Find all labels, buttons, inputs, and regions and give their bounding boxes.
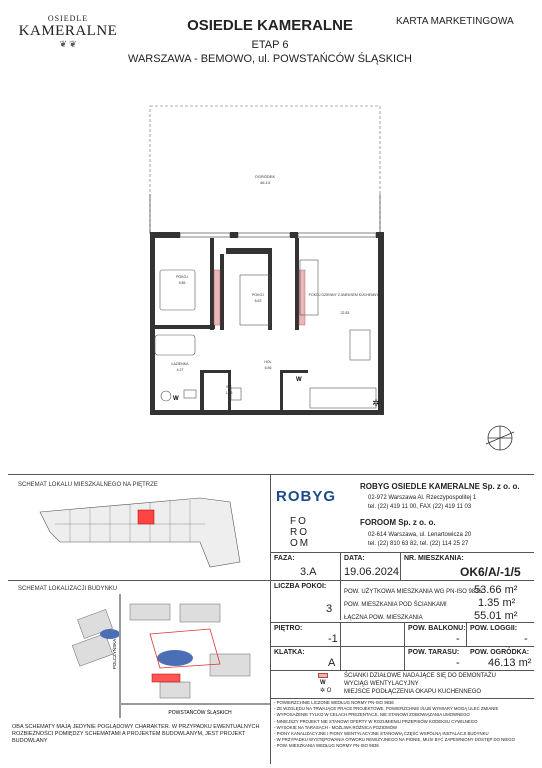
usable-area-value: 53.66 m² (474, 584, 518, 596)
floor-schema (30, 492, 260, 572)
garden-value: 46.13 m² (488, 657, 532, 669)
total-area-label: ŁĄCZNA POW. MIESZKANIA (344, 615, 423, 621)
vent-legend-icon: W (320, 680, 326, 686)
note-item: - WYSOKIE NA TARASACH - MOŻLIWA RÓŻNICA POZIOMÓW (274, 724, 398, 730)
garden-area-label: 46.13 (259, 180, 271, 185)
note-item: - POW. MIESZKANIA WEDŁUG NORMY PN-ISO 9836 (274, 743, 379, 749)
location-schema-label: SCHEMAT LOKALIZACJI BUDYNKU (18, 586, 118, 592)
room-name: POKÓJ (176, 275, 188, 279)
page-title: OSIEDLE KAMERALNE (187, 17, 353, 34)
walls (150, 232, 384, 415)
street-label: POWSTAŃCÓW ŚLĄSKICH (168, 710, 232, 716)
room-area: 6.56 (264, 366, 272, 370)
data-label: DATA: (344, 555, 365, 562)
robyg-logo: ROBYG (276, 488, 337, 505)
robyg-phone: tel. (22) 419 11 00, FAX (22) 419 11 03 (368, 504, 472, 510)
floor-label: PIĘTRO: (274, 625, 303, 632)
loggia-label: POW. LOGGII: (470, 625, 518, 632)
under-walls-area-label: POW. MIESZKANIA POD ŚCIANKAMI (344, 602, 447, 608)
logo-ornament-icon: ❦ ❦ (59, 39, 77, 49)
room-name: POKÓJ (252, 293, 264, 297)
hood-icon: ✲ (372, 398, 380, 408)
logo-small-text: OSIEDLE (47, 14, 89, 23)
floor-plan (0, 70, 542, 470)
foroom-company-name: FOROOM Sp. z o. o. (360, 518, 436, 527)
balcony-value: - (456, 633, 460, 645)
floor-value: -1 (328, 633, 338, 645)
rooms-count-value: 3 (326, 603, 333, 615)
street-label: POLCZYŃSKA (112, 638, 117, 670)
terrace-label: POW. TARASU: (408, 649, 460, 656)
furniture (155, 260, 376, 408)
stage-label: ETAP 6 (251, 39, 289, 51)
vent-mark: W (296, 377, 302, 383)
garden-area (150, 106, 380, 234)
room-area: 4.27 (176, 368, 184, 372)
demountable-wall-swatch (318, 673, 328, 678)
garden-label: POW. OGRÓDKA: (470, 649, 530, 656)
room-area: 9.86 (178, 281, 186, 285)
apartment-marker (138, 510, 154, 524)
faza-label: FAZA: (274, 555, 295, 562)
vent-mark: W (173, 396, 179, 402)
robyg-address: 02-972 Warszawa Al. Rzeczypospolitej 1 (368, 495, 477, 501)
total-area-value: 55.01 m² (474, 610, 518, 622)
schema-note: OBA SCHEMATY MAJĄ JEDYNIE POGLĄDOWY CHARAKTER. W PRZYPADKU EWENTUALNYCH ROZBIEŻNOŚCI POMIĘDZY SCHEMATAMI A PROJEKTEM BUDOWLANYM, JEST PROJEKT BUDOWLANY (12, 724, 260, 744)
room-name: POKÓJ DZIENNY Z ANEKSEM KUCHENNYM (308, 293, 382, 297)
balcony-label: POW. BALKONU: (408, 625, 466, 632)
location-schema (60, 594, 270, 718)
foroom-logo (290, 516, 310, 549)
developer-logo (18, 14, 118, 48)
foroom-logo-line: RO (290, 527, 309, 538)
room-name: ŁAZIENKA (171, 362, 189, 366)
faza-value: 3.A (300, 566, 317, 578)
robyg-company-name: ROBYG OSIEDLE KAMERALNE Sp. z o. o. (360, 482, 520, 491)
usable-area-label: POW. UŻYTKOWA MIESZKANIA WG PN-ISO 9836: (344, 589, 484, 595)
room-name: WC (226, 385, 232, 389)
note-item: - NINIEJSZY PROJEKT NIE STANOWI OFERTY W ROZUMIENIU PRZEPISÓW KODEKSU CYWILNEGO (274, 718, 478, 724)
apartment-number-label: NR. MIESZKANIA: (404, 555, 464, 562)
legend-demountable: ŚCIANKI DZIAŁOWE NADAJĄCE SIĘ DO DEMONTAŻU (344, 673, 496, 679)
staircase-label: KLATKA: (274, 649, 305, 656)
terrace-value: - (456, 657, 460, 669)
under-walls-area-value: 1.35 m² (478, 597, 516, 609)
garden-label: OGRÓDEK (254, 174, 276, 179)
address-label: WARSZAWA - BEMOWO, ul. POWSTAŃCÓW ŚLĄSKICH (128, 53, 412, 65)
room-name: HOL (264, 360, 272, 364)
compass-icon (486, 426, 514, 450)
floor-schema-label: SCHEMAT LOKALU MIESZKALNEGO NA PIĘTRZE (18, 482, 158, 488)
notes-list (274, 700, 532, 750)
logo-big-text: KAMERALNE (18, 23, 118, 39)
hood-legend-icon: ✲ O (320, 688, 332, 694)
data-value: 19.06.2024 (344, 566, 400, 578)
loggia-value: - (524, 633, 528, 645)
legend-hood: MIEJSCE PODŁĄCZENIA OKAPU KUCHENNEGO (344, 689, 482, 695)
foroom-logo-line: OM (290, 538, 311, 549)
apartment-number-value: OK6/A/-1/5 (460, 565, 521, 579)
note-item: - WYPOSAŻENIE TYLKO W CELACH PREZENTACJI, NIE STANOWI ZOBOWIĄZANIA UMOWNEGO (274, 712, 470, 718)
note-item: - PIONY KANALIZACYJNE I PIONY WENTYLACYJNE STANOWIĄ CZĘŚĆ WSPÓLNĄ INSTALACJI BUDYNKU (274, 731, 489, 737)
legend-vent: WYCIĄG WENTYLACYJNY (344, 681, 419, 687)
foroom-address: 02-614 Warszawa, ul. Lenartowicza 20 (368, 532, 472, 538)
room-area: 8.63 (254, 299, 262, 303)
document-type: KARTA MARKETINGOWA (396, 16, 514, 27)
note-item: - W PRZYPADKU WYSTĘPOWANIA OTWORU REWIZYJNEGO NA PIONIE, MUSI BYĆ ZAPEWNIONY DOSTĘP DO NIEGO (274, 737, 515, 743)
note-item: - POWIERZCHNIE LICZONE WEDŁUG NORMY PN-ISO 9836 (274, 700, 394, 705)
staircase-value: A (328, 657, 336, 669)
rooms-count-label: LICZBA POKOI: (274, 583, 327, 590)
room-area: 1.53 (225, 391, 233, 395)
foroom-phone: tel. (22) 810 63 82, tel. (22) 114 25 27 (368, 541, 469, 547)
room-area: 22.83 (340, 311, 350, 315)
foroom-logo-line: FO (290, 516, 308, 527)
note-item: - ZE WZGLĘDU NA TRWAJĄCE PRACE PROJEKTOWE, POWIERZCHNIE I/LUB WYMIARY MOGĄ ULEC ZMIANIE (274, 706, 499, 712)
